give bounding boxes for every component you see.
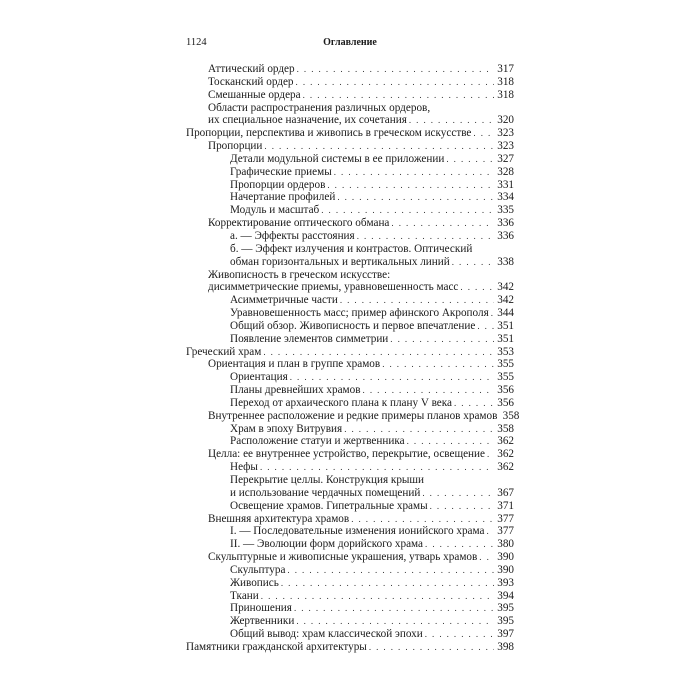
toc-entry-row xyxy=(230,256,514,269)
toc-entry xyxy=(186,551,514,564)
toc-entry xyxy=(186,269,514,295)
dot-leader xyxy=(430,500,494,513)
toc-page-number: 362 xyxy=(497,435,514,448)
toc-entry xyxy=(186,89,514,102)
toc-entry xyxy=(186,307,514,320)
toc-page-number: 377 xyxy=(497,512,514,525)
toc-page-number: 355 xyxy=(497,371,514,384)
dot-leader xyxy=(390,333,494,346)
dot-leader xyxy=(409,114,494,127)
toc-page-number: 398 xyxy=(497,640,514,653)
toc-entry xyxy=(186,461,514,474)
toc-entry xyxy=(186,409,520,423)
dot-leader xyxy=(357,230,494,243)
dot-leader xyxy=(303,89,494,102)
dot-leader xyxy=(294,602,494,615)
toc-entry xyxy=(186,294,514,307)
toc-entry xyxy=(186,474,514,500)
toc-entry-title: II. — Эволюции форм дорийского храма xyxy=(230,538,424,551)
dot-leader xyxy=(290,371,494,384)
toc-entry xyxy=(186,628,514,641)
toc-entry-title: Пропорции xyxy=(208,140,263,153)
toc-entry-title: Корректирование оптического обмана xyxy=(208,217,390,230)
toc-page-number: 362 xyxy=(497,461,514,474)
toc-page-number: 342 xyxy=(497,294,514,307)
toc-entry xyxy=(186,397,514,410)
toc-page-number: 328 xyxy=(497,165,514,178)
toc-entry-title: Целла: ее внутреннее устройство, перекрытие, освещение xyxy=(208,448,486,461)
toc-entry-row xyxy=(208,140,514,153)
dot-leader xyxy=(340,294,494,307)
toc-entry-title: Начертание профилей xyxy=(230,191,336,204)
toc-entry-title: Общий вывод: храм классической эпохи xyxy=(230,628,423,641)
toc-page-number: 353 xyxy=(497,345,514,358)
toc-entry-row xyxy=(230,487,514,500)
toc-entry-row xyxy=(186,346,514,359)
toc-page-number: 355 xyxy=(497,358,514,371)
toc-entry-row xyxy=(230,577,514,590)
toc-entry-title: Тосканский ордер xyxy=(208,75,294,88)
toc-page-number: 331 xyxy=(497,178,514,191)
toc-page-number: 395 xyxy=(497,615,514,628)
toc-entry xyxy=(186,127,514,140)
toc-entry-title: Смешанные ордера xyxy=(208,88,301,101)
toc-entry xyxy=(186,346,514,359)
toc-page-number: 323 xyxy=(497,127,514,140)
toc-entry-title-line: Области распространения различных ордеров, xyxy=(208,101,431,114)
toc-entry xyxy=(186,423,514,436)
toc-entry-title: и использование чердачных помещений xyxy=(230,486,421,499)
toc-entry-row xyxy=(230,628,514,641)
toc-entry-row xyxy=(230,320,514,333)
dot-leader xyxy=(446,153,494,166)
toc-entry xyxy=(186,140,514,153)
toc-entry-row xyxy=(230,461,514,474)
toc-entry-title: Детали модульной системы в ее приложении xyxy=(230,152,445,165)
toc-page-number: 334 xyxy=(497,191,514,204)
toc-entry xyxy=(186,333,514,346)
toc-entry-row xyxy=(208,409,520,423)
toc-entry xyxy=(186,166,514,179)
toc-entry xyxy=(186,230,514,243)
toc-entry xyxy=(186,179,514,192)
toc-entry-row xyxy=(208,358,514,371)
toc-entry xyxy=(186,204,514,217)
toc-entry-row xyxy=(230,153,514,166)
toc-entry-row xyxy=(230,166,514,179)
toc-entry xyxy=(186,564,514,577)
dot-leader xyxy=(337,191,494,204)
toc-entry-title: Появление элементов симметрии xyxy=(230,332,389,345)
toc-entry-row xyxy=(230,397,514,410)
toc-entry-title: Пропорции ордеров xyxy=(230,178,326,191)
toc-entry xyxy=(186,435,514,448)
dot-leader xyxy=(351,513,494,526)
toc-page-number: 390 xyxy=(497,551,514,564)
toc-entry-row xyxy=(208,114,514,127)
toc-page-number: 395 xyxy=(497,602,514,615)
toc-entry-title: Внутреннее расположение и редкие примеры планов храмов xyxy=(208,409,498,422)
toc-entry xyxy=(186,513,514,526)
toc-entry-title: Греческий храм xyxy=(186,345,262,358)
dot-leader xyxy=(391,217,494,230)
toc-page-number: 358 xyxy=(497,422,514,435)
toc-entry-title: Ориентация и план в группе храмов xyxy=(208,358,381,371)
toc-page-number: 356 xyxy=(497,396,514,409)
toc-entry-row xyxy=(208,63,514,76)
dot-leader xyxy=(287,564,494,577)
toc-page-number: 318 xyxy=(497,75,514,88)
dot-leader xyxy=(491,307,494,320)
toc-entry-row xyxy=(230,230,514,243)
toc-entry xyxy=(186,191,514,204)
dot-leader xyxy=(261,590,494,603)
dot-leader xyxy=(260,461,494,474)
toc-entry xyxy=(186,320,514,333)
toc-entry-row xyxy=(230,294,514,307)
toc-entry-title: Внешняя архитектура храмов xyxy=(208,512,350,525)
toc-entry xyxy=(186,76,514,89)
toc-page-number: 371 xyxy=(497,499,514,512)
toc-entry xyxy=(186,358,514,371)
toc-entry-row xyxy=(230,204,514,217)
toc-entry-title: Планы древнейших храмов xyxy=(230,384,361,397)
dot-leader xyxy=(296,76,494,89)
toc-entry-row xyxy=(230,615,514,628)
toc-entry-title: Асимметричные части xyxy=(230,294,338,307)
dot-leader xyxy=(486,525,494,538)
toc-page-number: 320 xyxy=(497,114,514,127)
dot-leader xyxy=(422,487,494,500)
toc-page-number: 338 xyxy=(497,255,514,268)
toc-page-number: 356 xyxy=(497,384,514,397)
toc-entry-title: обман горизонтальных и вертикальных линий xyxy=(230,255,450,268)
toc-entry xyxy=(186,525,514,538)
dot-leader xyxy=(344,423,494,436)
toc-entry-row xyxy=(230,333,514,346)
toc-entry xyxy=(186,371,514,384)
toc-page-number: 336 xyxy=(497,229,514,242)
toc-entry-title: Ткани xyxy=(230,589,259,602)
toc-entry-title: их специальное назначение, их сочетания xyxy=(208,114,407,127)
toc-entry-title: а. — Эффекты расстояния xyxy=(230,229,355,242)
dot-leader xyxy=(297,63,494,76)
toc-page-number: 390 xyxy=(497,563,514,576)
toc-entry-title: I. — Последовательные изменения ионийского храма xyxy=(230,525,485,538)
toc-entry xyxy=(186,590,514,603)
toc-page-number: 377 xyxy=(497,525,514,538)
dot-leader xyxy=(363,384,494,397)
toc-entry-row xyxy=(208,89,514,102)
toc-entry xyxy=(186,538,514,551)
dot-leader xyxy=(460,281,494,294)
toc-page-number: 397 xyxy=(497,628,514,641)
toc-entry-row xyxy=(230,500,514,513)
toc-entry-title: Общий обзор. Живописность и первое впечатление xyxy=(230,319,476,332)
toc-entry-row xyxy=(208,513,514,526)
toc-page-number: 323 xyxy=(497,140,514,153)
dot-leader xyxy=(263,346,494,359)
toc-entry-row xyxy=(230,179,514,192)
toc-entry xyxy=(186,153,514,166)
toc-entry xyxy=(186,615,514,628)
dot-leader xyxy=(454,397,494,410)
toc-entry-title: Пропорции, перспектива и живопись в греческом искусстве xyxy=(186,127,472,140)
dot-leader xyxy=(369,641,494,654)
toc-page-number: 393 xyxy=(497,576,514,589)
dot-leader xyxy=(264,140,494,153)
dot-leader xyxy=(321,204,494,217)
toc-entry-row xyxy=(230,384,514,397)
toc-entry xyxy=(186,384,514,397)
toc-page-number: 344 xyxy=(497,307,514,320)
running-title: Оглавление xyxy=(323,37,377,48)
toc-entry-row xyxy=(230,191,514,204)
toc-entry-row xyxy=(230,525,514,538)
toc-entry xyxy=(186,577,514,590)
dot-leader xyxy=(281,577,494,590)
toc-entry-title: Освещение храмов. Гипетральные храмы xyxy=(230,499,428,512)
toc-entry-title: Скульптурные и живописные украшения, утварь храмов xyxy=(208,551,478,564)
toc-entry-title: Храм в эпоху Витрувия xyxy=(230,422,343,435)
toc-entry-row xyxy=(230,371,514,384)
toc-entry-title: Приношения xyxy=(230,602,292,615)
toc-entry-title: Памятники гражданской архитектуры xyxy=(186,640,367,653)
toc-page-number: 351 xyxy=(497,332,514,345)
toc-entry-row xyxy=(208,448,514,461)
toc-page-number: 367 xyxy=(497,486,514,499)
page-number: 1124 xyxy=(186,37,207,48)
toc-entry-row xyxy=(230,435,514,448)
toc-entry-title: Переход от архаического плана к плану V века xyxy=(230,396,452,409)
toc-entry-title: Скульптура xyxy=(230,563,286,576)
toc-entry xyxy=(186,641,514,654)
toc-entry-row xyxy=(230,307,514,320)
dot-leader xyxy=(327,179,494,192)
dot-leader xyxy=(477,320,494,333)
dot-leader xyxy=(296,615,494,628)
toc-page-number: 394 xyxy=(497,589,514,602)
toc-entry-title: Нефы xyxy=(230,461,258,474)
toc-entry-title: Модуль и масштаб xyxy=(230,204,320,217)
toc-page-number: 335 xyxy=(497,204,514,217)
toc-entry-title: Жертвенники xyxy=(230,615,295,628)
dot-leader xyxy=(425,538,494,551)
toc-page-number: 342 xyxy=(497,281,514,294)
toc-entry-row xyxy=(208,217,514,230)
dot-leader xyxy=(407,435,494,448)
toc-page-number: 351 xyxy=(497,319,514,332)
toc-entry-row xyxy=(186,641,514,654)
toc-entry-row xyxy=(230,564,514,577)
dot-leader xyxy=(479,551,494,564)
toc-entry-row xyxy=(230,590,514,603)
dot-leader xyxy=(487,448,494,461)
toc-entry xyxy=(186,500,514,513)
toc-page-number: 358 xyxy=(502,409,520,422)
toc-entry-title: Расположение статуи и жертвенника xyxy=(230,435,405,448)
toc-entry-row xyxy=(230,423,514,436)
toc-page-number: 380 xyxy=(497,538,514,551)
toc-entry xyxy=(186,102,514,128)
dot-leader xyxy=(425,628,494,641)
toc-entry-row xyxy=(186,127,514,140)
toc-entry xyxy=(186,63,514,76)
toc-entry xyxy=(186,602,514,615)
table-of-contents xyxy=(186,63,520,654)
toc-entry-title-line: Перекрытие целлы. Конструкция крыши xyxy=(230,474,425,486)
toc-entry-row xyxy=(208,281,514,294)
toc-entry-title: Уравновешенность масс; пример афинского Акрополя xyxy=(230,307,489,320)
toc-entry xyxy=(186,217,514,230)
toc-page-number: 336 xyxy=(497,217,514,230)
toc-entry xyxy=(186,448,514,461)
toc-entry-row xyxy=(208,551,514,564)
toc-entry-row xyxy=(230,538,514,551)
toc-page-number: 327 xyxy=(497,152,514,165)
dot-leader xyxy=(473,127,494,140)
toc-page-number: 318 xyxy=(497,88,514,101)
toc-entry-title-line: б. — Эффект излучения и контрастов. Оптический xyxy=(230,242,473,255)
toc-entry-title: дисимметрические приемы, уравновешенность масс xyxy=(208,281,459,294)
toc-entry-title: Графические приемы xyxy=(230,165,332,178)
toc-page-number: 317 xyxy=(497,63,514,75)
dot-leader xyxy=(452,256,494,269)
toc-entry-title: Ориентация xyxy=(230,371,288,384)
toc-entry-title: Аттический ордер xyxy=(208,63,295,75)
page-header xyxy=(186,37,514,53)
toc-entry-title-line: Живописность в греческом искусстве: xyxy=(208,268,391,281)
toc-entry-row xyxy=(208,76,514,89)
toc-entry-title: Живопись xyxy=(230,576,279,589)
toc-page-number: 362 xyxy=(497,448,514,461)
dot-leader xyxy=(334,166,494,179)
toc-entry-row xyxy=(230,602,514,615)
dot-leader xyxy=(382,358,494,371)
toc-entry xyxy=(186,243,514,269)
